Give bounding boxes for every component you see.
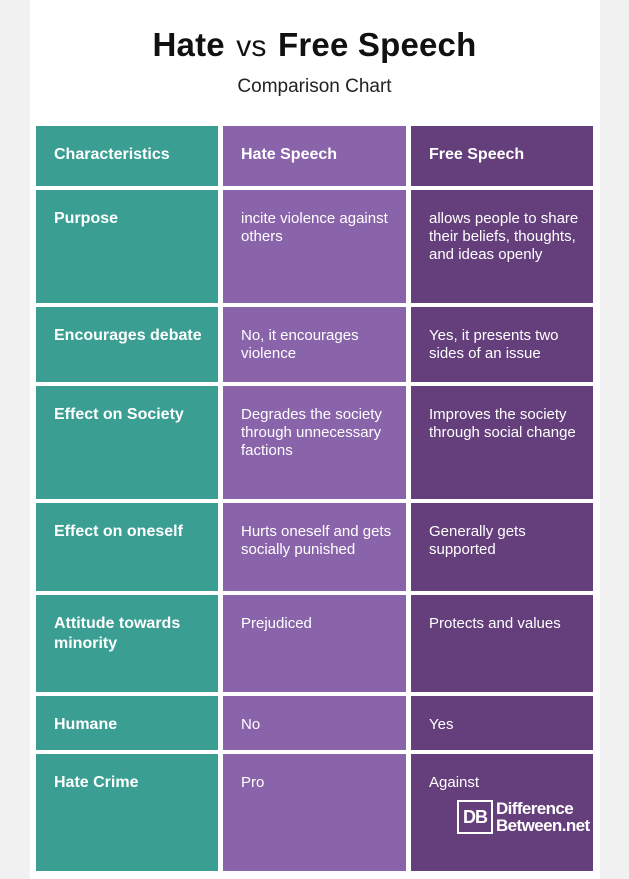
header-hate-speech: Hate Speech	[223, 126, 406, 186]
title-right: Free Speech	[278, 26, 477, 63]
header-free-speech: Free Speech	[411, 126, 593, 186]
row-label: Effect on Society	[36, 386, 218, 499]
brand-text	[496, 800, 590, 834]
free-speech-cell: Protects and values	[411, 595, 593, 692]
row-label: Effect on oneself	[36, 503, 218, 591]
row-label: Encourages debate	[36, 307, 218, 382]
row-label: Humane	[36, 696, 218, 750]
hate-speech-cell: No	[223, 696, 406, 750]
page-title	[0, 26, 629, 64]
free-speech-cell: Generally gets supported	[411, 503, 593, 591]
hate-speech-cell: incite violence against others	[223, 190, 406, 303]
hate-speech-cell: Hurts oneself and gets socially punished	[223, 503, 406, 591]
brand-line2: Between.net	[496, 816, 590, 835]
hate-speech-cell: Degrades the society through unnecessary factions	[223, 386, 406, 499]
free-speech-cell: Against	[411, 754, 593, 871]
header-characteristics: Characteristics	[36, 126, 218, 186]
db-logo-icon: DB	[457, 800, 493, 834]
title-vs: vs	[236, 30, 267, 63]
row-label: Hate Crime	[36, 754, 218, 871]
free-speech-cell: Yes, it presents two sides of an issue	[411, 307, 593, 382]
free-speech-cell: Improves the society through social change	[411, 386, 593, 499]
comparison-table	[36, 126, 593, 871]
free-speech-cell: Yes	[411, 696, 593, 750]
row-label: Purpose	[36, 190, 218, 303]
title-left: Hate	[152, 26, 225, 63]
row-label: Attitude towards minority	[36, 595, 218, 692]
brand-logo	[457, 800, 590, 834]
brand-line1: Difference	[496, 799, 574, 818]
hate-speech-cell: Prejudiced	[223, 595, 406, 692]
hate-speech-cell: No, it encourages violence	[223, 307, 406, 382]
hate-speech-cell: Pro	[223, 754, 406, 871]
free-speech-cell: allows people to share their beliefs, thoughts, and ideas openly	[411, 190, 593, 303]
page-subtitle: Comparison Chart	[237, 76, 392, 97]
